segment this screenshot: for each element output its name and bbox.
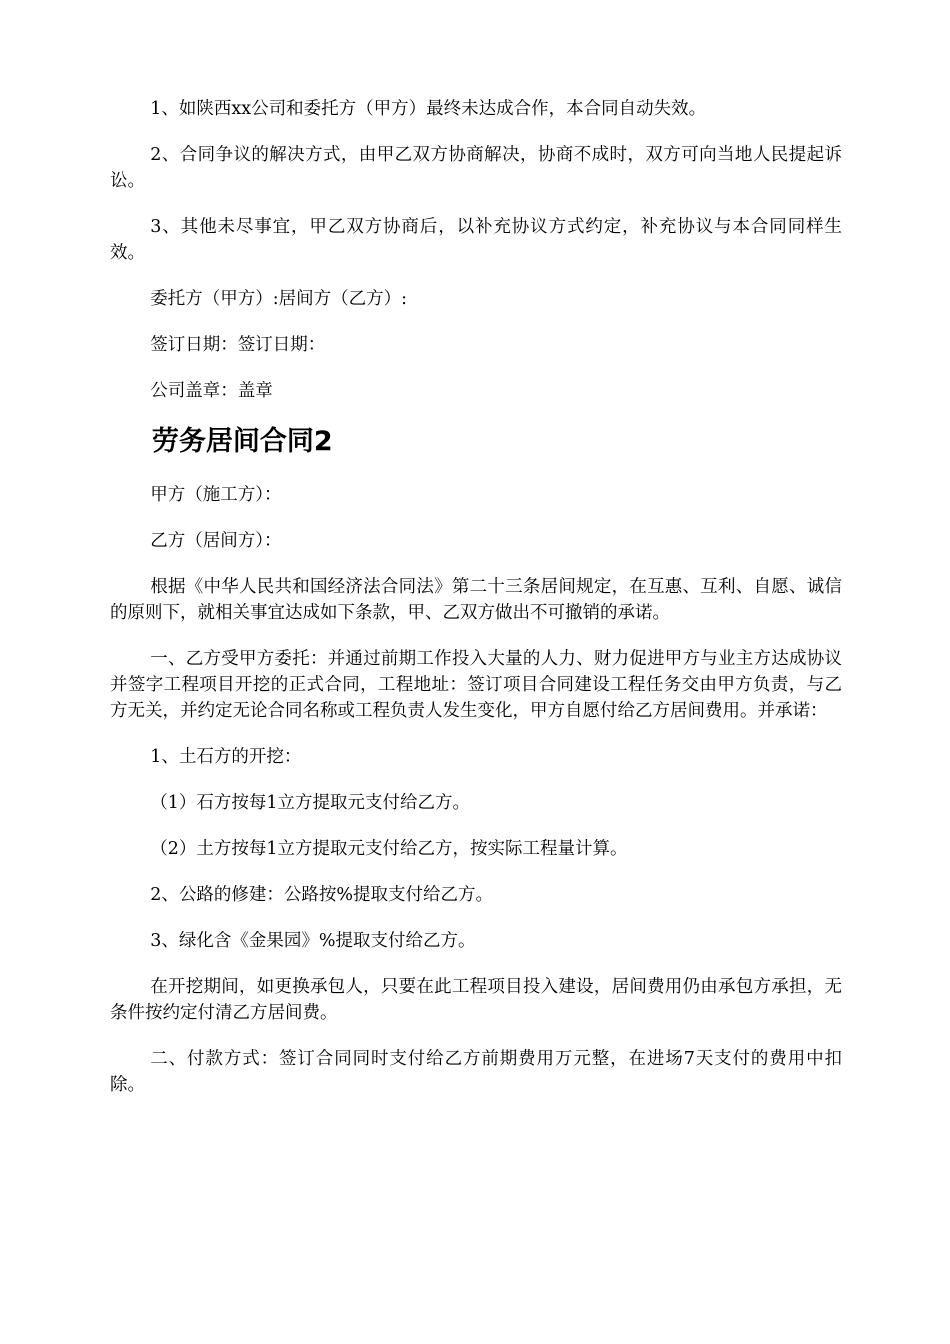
item-stone: （1）石方按每1立方提取元支付给乙方。 bbox=[150, 793, 471, 813]
contractor-change: 在开挖期间，如更换承包人，只要在此工程项目投入建设，居间费用仍由承包方承担，无条件按约定付清乙方居间费。 bbox=[110, 977, 842, 1023]
item-earthwork: 1、土石方的开挖： bbox=[150, 747, 302, 767]
party-a: 甲方（施工方）： bbox=[150, 485, 282, 505]
signature-parties: 委托方（甲方）:居间方（乙方）: bbox=[150, 289, 408, 309]
signature-dates: 签订日期：签订日期： bbox=[150, 335, 326, 355]
document-page bbox=[110, 96, 842, 1118]
article-1: 一、乙方受甲方委托：并通过前期工作投入大量的人力、财力促进甲方与业主方达成协议并签字工程项目开挖的正式合同，工程地址：签订项目合同建设工程任务交由甲方负责，与乙方无关，并约定无论合同名称或工程负责人发生变化，甲方自愿付给乙方居间费用。并承诺： bbox=[110, 649, 842, 721]
contract-2-heading: 劳务居间合同2 bbox=[151, 426, 333, 457]
item-greening: 3、绿化含《金果园》%提取支付给乙方。 bbox=[150, 931, 476, 951]
party-b: 乙方（居间方）： bbox=[150, 531, 282, 551]
article-2-payment: 二、付款方式：签订合同同时支付给乙方前期费用万元整，在进场7天支付的费用中扣除。 bbox=[110, 1049, 842, 1095]
clause-2-dispute: 2、合同争议的解决方式，由甲乙双方协商解决，协商不成时，双方可向当地人民提起诉讼。 bbox=[110, 145, 842, 191]
clause-3-other: 3、其他未尽事宜，甲乙双方协商后，以补充协议方式约定，补充协议与本合同同样生效。 bbox=[110, 217, 842, 263]
signature-seal: 公司盖章：盖章 bbox=[150, 381, 273, 401]
item-road: 2、公路的修建：公路按%提取支付给乙方。 bbox=[150, 885, 494, 905]
item-soil: （2）土方按每1立方提取元支付给乙方，按实际工程量计算。 bbox=[150, 839, 628, 859]
preamble: 根据《中华人民共和国经济法合同法》第二十三条居间规定，在互惠、互利、自愿、诚信的原则下，就相关事宜达成如下条款，甲、乙双方做出不可撤销的承诺。 bbox=[110, 577, 842, 623]
clause-1-failure: 1、如陕西xx公司和委托方（甲方）最终未达成合作，本合同自动失效。 bbox=[150, 99, 707, 119]
